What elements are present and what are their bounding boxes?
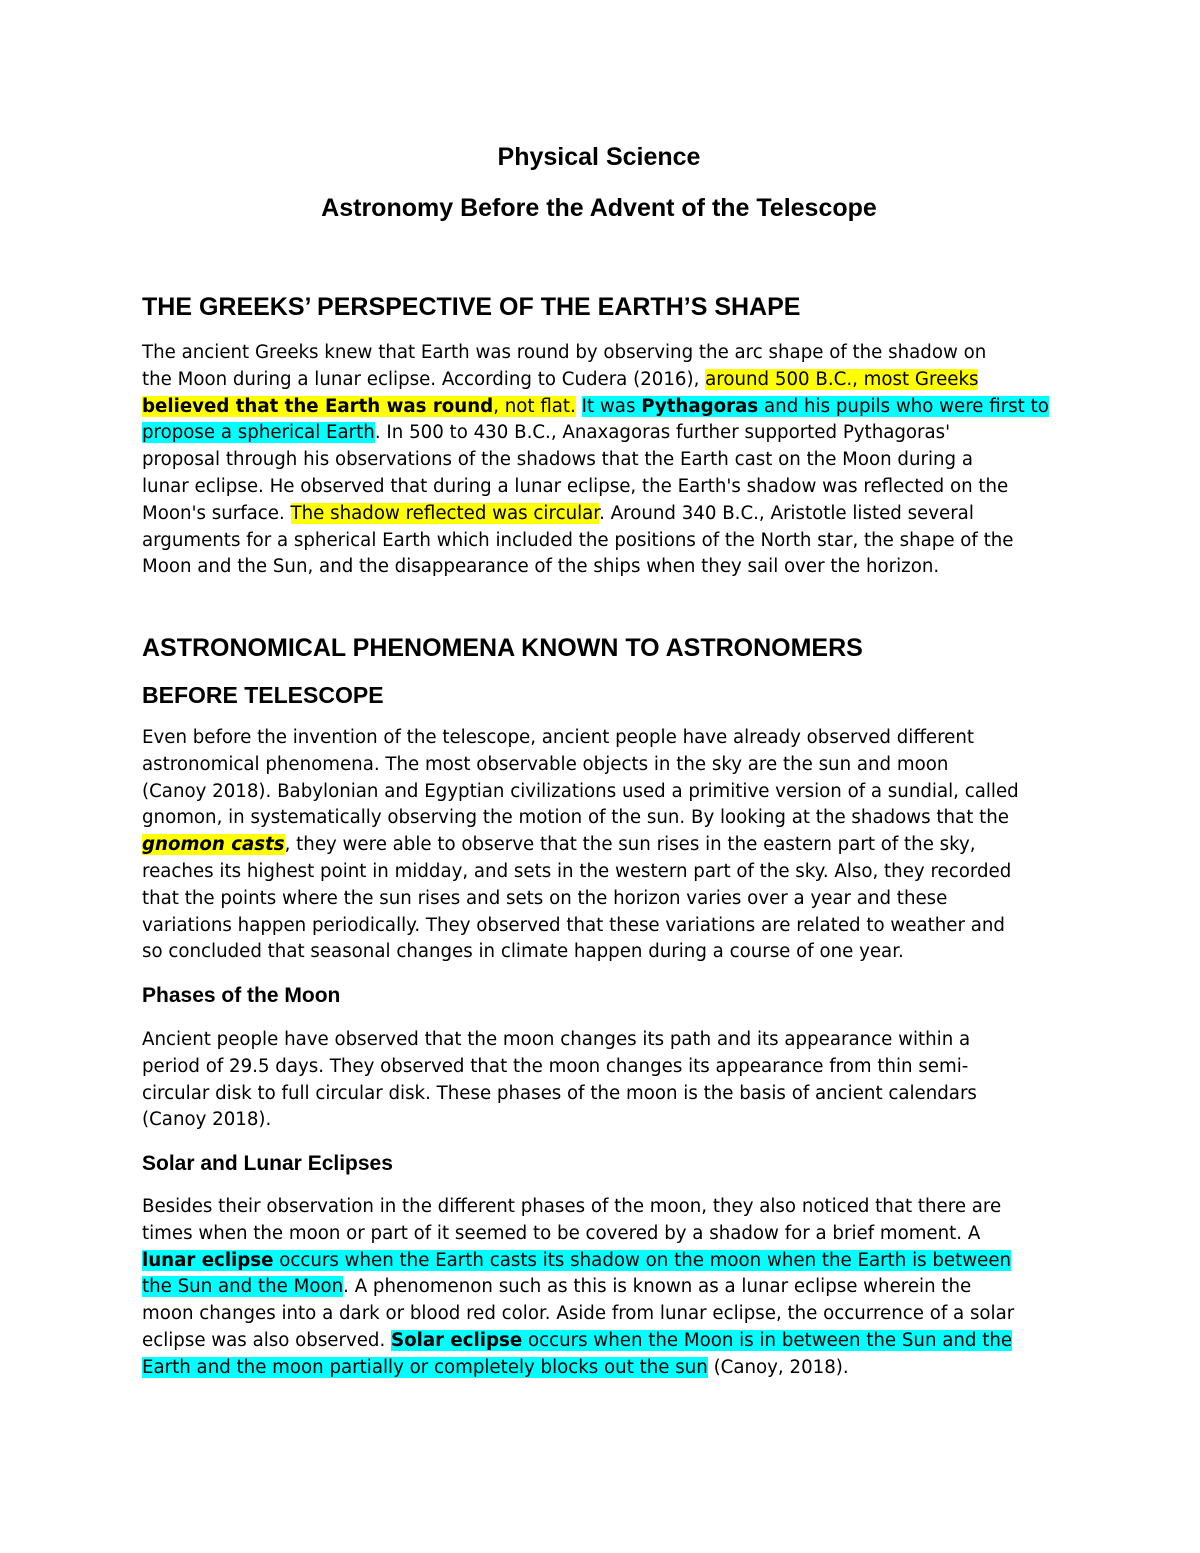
text-line [142,501,1062,528]
text-line [142,420,1062,447]
paragraph-eclipses [142,1194,1062,1382]
text-line [142,528,1062,555]
text-line [142,1274,1062,1301]
text-line [142,1328,1062,1355]
text-line [142,805,1062,832]
text-run: proposal through his observations of the shadows that the Earth cast on the Moon during a [142,449,974,471]
text-run: . Around 340 B.C., Aristotle listed several [599,502,974,524]
text-run: Moon and the Sun, and the disappearance of the ships when they sail over the horizon. [142,556,940,578]
text-line [142,1081,1062,1108]
text-run: gnomon, in systematically observing the motion of the sun. By looking at the shadows that the [142,807,1009,829]
text-line [142,939,1062,966]
text-line [142,913,1062,940]
text-line [142,752,1062,779]
text-run: Ancient people have observed that the moon changes its path and its appearance within a [142,1029,971,1050]
text-run: lunar eclipse. He observed that during a lunar eclipse, the Earth's shadow was reflected on the [142,475,1009,497]
document-title: Physical Science [497,143,701,171]
text-run: Moon's surface. [142,502,291,524]
document-subtitle: Astronomy Before the Advent of the Telescope [321,194,877,222]
text-line [142,886,1062,913]
text-run: period of 29.5 days. They observed that the moon changes its appearance from thin semi- [142,1055,969,1077]
text-run: circular disk to full circular disk. These phases of the moon is the basis of ancient calendars [142,1082,977,1104]
bold-highlighted-text: believed that the Earth was round [142,395,494,417]
highlighted-text: Earth and the moon partially or completely blocks out the sun [142,1356,708,1378]
section-heading-moon-phases: Phases of the Moon [142,984,341,1007]
text-line [142,779,1062,806]
text-line [142,447,1062,474]
text-run: eclipse was also observed. [142,1329,392,1351]
text-line [142,1221,1062,1248]
text-line [142,340,1062,367]
text-run: (Canoy 2018). [142,1109,272,1131]
section-subheading-before-telescope: BEFORE TELESCOPE [142,682,384,708]
highlighted-text: around 500 B.C., most Greeks [705,368,979,390]
text-run: (Canoy 2018). Babylonian and Egyptian civilizations used a primitive version of a sundial, called [142,780,1019,802]
text-line [142,1248,1062,1275]
text-line [142,554,1062,581]
text-run: Besides their observation in the different phases of the moon, they also noticed that there are [142,1196,1002,1217]
text-run: The ancient Greeks knew that Earth was round by observing the arc shape of the shadow on [142,342,987,363]
text-run: the Moon during a lunar eclipse. According to Cudera (2016), [142,368,706,390]
paragraph-phenomena [142,725,1062,966]
text-line [142,474,1062,501]
text-run: reaches its highest point in midday, and sets in the western part of the sky. Also, they recorded [142,860,1012,882]
text-run: variations happen periodically. They observed that these variations are related to weather and [142,914,1005,936]
text-run: that the points where the sun rises and sets on the horizon varies over a year and these [142,887,948,909]
text-run: Even before the invention of the telescope, ancient people have already observed different [142,727,975,748]
text-line [142,1301,1062,1328]
highlighted-text: occurs when the Moon is in between the Sun and the [522,1329,1013,1351]
text-run: arguments for a spherical Earth which included the positions of the North star, the shape of the [142,529,1014,551]
text-run: astronomical phenomena. The most observable objects in the sky are the sun and moon [142,753,949,775]
paragraph-greeks [142,340,1062,581]
text-line [142,1194,1062,1221]
section-heading-greeks: THE GREEKS’ PERSPECTIVE OF THE EARTH’S SHAPE [142,293,801,321]
bold-highlighted-text: lunar eclipse [142,1249,274,1271]
text-line [142,859,1062,886]
text-line [142,1054,1062,1081]
text-run: so concluded that seasonal changes in climate happen during a course of one year. [142,941,904,963]
text-run: . In 500 to 430 B.C., Anaxagoras further supported Pythagoras' [374,422,951,444]
highlighted-text: It was [581,395,642,417]
bold-highlighted-text: Solar eclipse [391,1329,523,1351]
highlighted-text: propose a spherical Earth [142,422,375,444]
text-line [142,1355,1062,1382]
text-run: moon changes into a dark or blood red color. Aside from lunar eclipse, the occurrence of a solar [142,1303,1015,1325]
highlighted-text: , not flat. [493,395,576,417]
text-run: , they were able to observe that the sun rises in the eastern part of the sky, [284,834,976,856]
text-run: . A phenomenon such as this is known as a lunar eclipse wherein the [343,1276,972,1298]
highlighted-text: and his pupils who were first to [758,395,1049,417]
highlighted-text: occurs when the Earth casts its shadow on the moon when the Earth is between [273,1249,1012,1271]
text-run: times when the moon or part of it seemed to be covered by a shadow for a brief moment. A [142,1222,981,1244]
text-line [142,725,1062,752]
highlighted-text: The shadow reflected was circular [290,502,600,524]
text-line [142,367,1062,394]
highlighted-text: the Sun and the Moon [142,1276,344,1298]
text-line [142,394,1062,421]
bold-italic-highlighted-text: gnomon casts [142,834,285,856]
text-line [142,1027,1062,1054]
bold-highlighted-text: Pythagoras [641,395,759,417]
text-run: (Canoy, 2018). [707,1356,849,1378]
paragraph-moon-phases [142,1027,1062,1134]
text-line [142,832,1062,859]
text-line [142,1107,1062,1134]
section-heading-eclipses: Solar and Lunar Eclipses [142,1152,393,1175]
section-heading-phenomena: ASTRONOMICAL PHENOMENA KNOWN TO ASTRONOMERS [142,634,863,662]
